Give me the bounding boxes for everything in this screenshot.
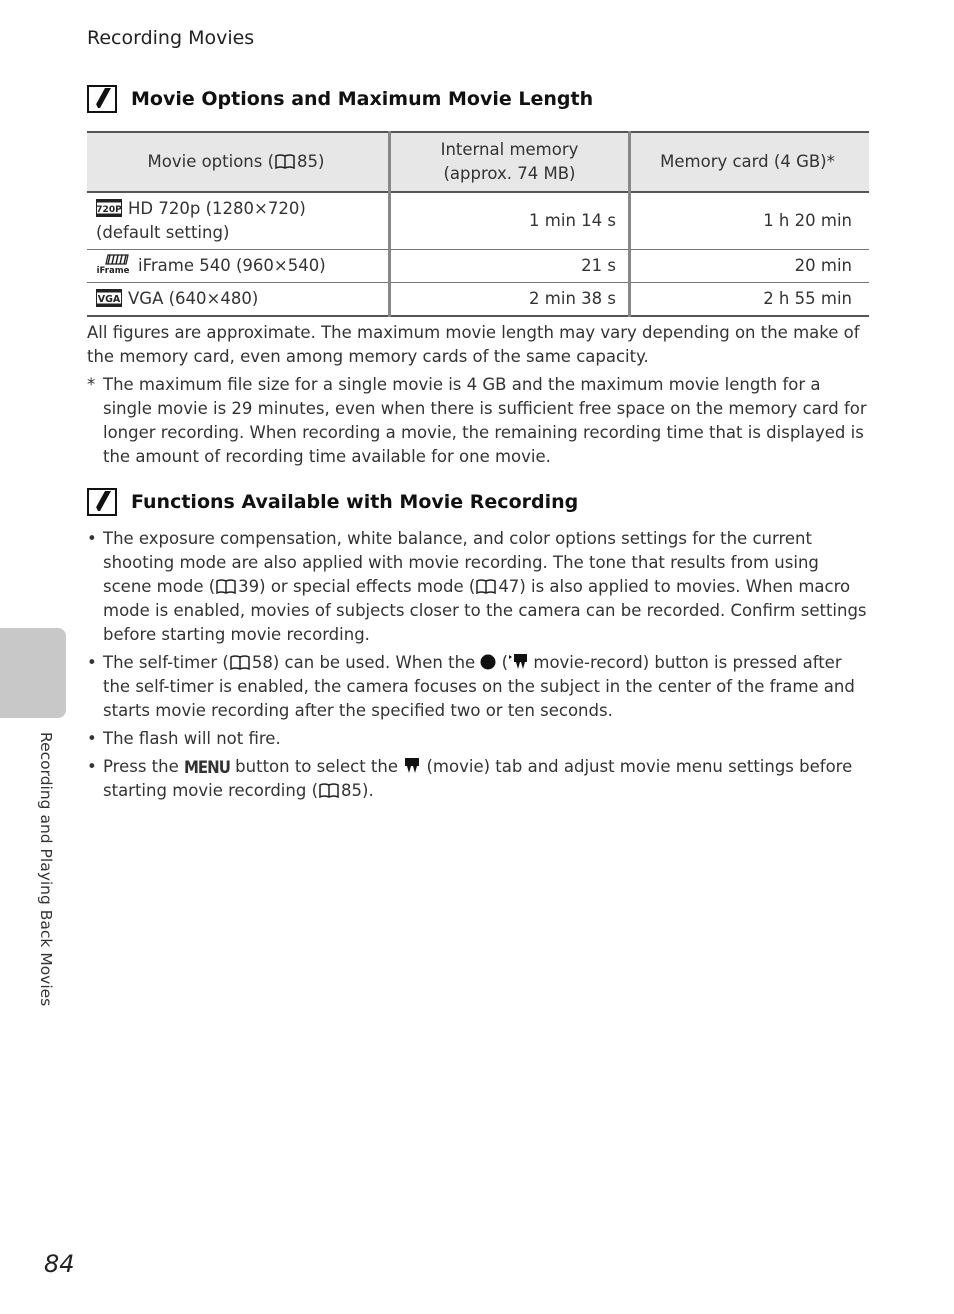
- page-header-title: Recording Movies: [87, 27, 255, 49]
- movie-camera-icon: [508, 653, 528, 670]
- book-reference-icon: [275, 154, 295, 169]
- pencil-note-icon: [87, 488, 117, 516]
- page-number: 84: [44, 1250, 75, 1278]
- table-row: [87, 250, 869, 283]
- list-item: • The exposure compensation, white balance, and color options settings for the current shooting mode are also applied with movie recording. The tone that results from using scene mode ( 39) or special effects mode ( 47) is also applied to movies. When macro mode is enabled, movies of subjects closer to the camera can be recorded. Confirm settings before starting movie recording.: [87, 529, 867, 644]
- chapter-side-label: Recording and Playing Back Movies: [37, 732, 55, 1007]
- approximate-note: All figures are approximate. The maximum movie length may vary depending on the make of the memory card, even among memory cards of the same capacity.: [87, 323, 860, 366]
- internal-memory-cell: 1 min 14 s: [390, 192, 630, 250]
- table-row: [87, 283, 869, 317]
- hd-720p-icon: [96, 199, 122, 217]
- book-reference-icon: [476, 579, 496, 594]
- book-reference-icon: [319, 783, 339, 798]
- svg-text:VGA: VGA: [97, 294, 121, 305]
- section-heading-movie-options: [87, 85, 593, 113]
- movie-length-table: [87, 131, 869, 317]
- movie-option-cell: 720P HD 720p (1280×720) (default setting): [87, 192, 390, 250]
- header-movie-options: Movie options ( 85): [87, 132, 390, 192]
- internal-memory-cell: 2 min 38 s: [390, 283, 630, 317]
- footnote-mark: *: [87, 375, 96, 394]
- book-reference-icon: [230, 655, 250, 670]
- table-header-row: [87, 132, 869, 192]
- functions-list: [87, 527, 867, 807]
- internal-memory-cell: 21 s: [390, 250, 630, 283]
- movie-option-cell: iFrame iFrame 540 (960×540): [87, 250, 390, 283]
- section-heading-text: Functions Available with Movie Recording: [131, 491, 579, 513]
- memory-card-cell: 20 min: [630, 250, 870, 283]
- svg-text:iFrame: iFrame: [96, 266, 130, 274]
- header-memory-card: Memory card (4 GB)*: [630, 132, 870, 192]
- book-reference-icon: [216, 579, 236, 594]
- record-dot-icon: [480, 654, 496, 670]
- pencil-note-icon: [87, 85, 117, 113]
- movie-option-cell: VGA VGA (640×480): [97, 289, 259, 308]
- list-item: • The self-timer ( 58) can be used. When the ( movie-record) button is pressed after the self-timer is enabled, the camera focuses on the subject in the center of the frame and starts movie recording after the specified two or ten seconds.: [87, 653, 855, 720]
- header-internal-memory: Internal memory (approx. 74 MB): [390, 132, 630, 192]
- footnote-text: The maximum file size for a single movie is 4 GB and the maximum movie length for a single movie is 29 minutes, even when there is sufficient free space on the memory card for longer recording. When recording a movie, the remaining recording time that is displayed is the amount of recording time available for one movie.: [103, 375, 867, 466]
- section-heading-text: Movie Options and Maximum Movie Length: [131, 88, 594, 110]
- vga-icon: [96, 289, 122, 307]
- bullet: •: [87, 529, 97, 548]
- bullet: •: [87, 729, 97, 748]
- movie-camera-icon: [403, 757, 421, 774]
- section-heading-functions: [87, 488, 578, 516]
- bullet: •: [87, 653, 97, 672]
- table-row: [87, 192, 869, 250]
- memory-card-cell: 1 h 20 min: [630, 192, 870, 250]
- iframe-icon: [96, 254, 132, 274]
- memory-card-cell: 2 h 55 min: [630, 283, 870, 317]
- menu-button-label: MENU: [184, 756, 230, 778]
- list-item: • The flash will not fire.: [87, 727, 867, 751]
- list-item: • Press the MENU button to select the (movie) tab and adjust movie menu settings before starting movie recording ( 85).: [87, 755, 867, 803]
- svg-text:720P: 720P: [96, 205, 122, 215]
- chapter-tab: [0, 628, 66, 718]
- bullet: •: [87, 757, 97, 776]
- footnote: [87, 373, 867, 469]
